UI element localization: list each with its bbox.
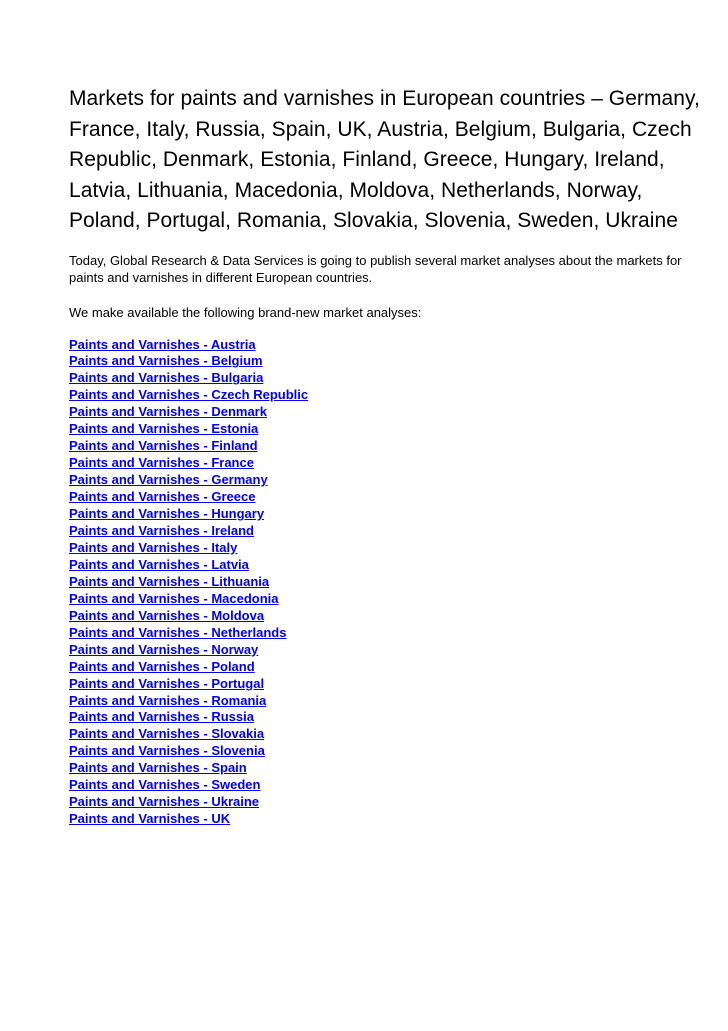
list-item <box>69 387 709 404</box>
list-item <box>69 743 709 760</box>
list-item <box>69 540 709 557</box>
report-link[interactable]: Paints and Varnishes - Ireland <box>69 522 254 538</box>
list-item <box>69 760 709 777</box>
list-item <box>69 557 709 574</box>
list-item <box>69 489 709 506</box>
list-item <box>69 472 709 489</box>
report-link[interactable]: Paints and Varnishes - Lithuania <box>69 573 270 589</box>
report-link[interactable]: Paints and Varnishes - Ukraine <box>69 794 260 810</box>
list-item <box>69 693 709 710</box>
list-item <box>69 811 709 828</box>
list-item <box>69 404 709 421</box>
list-item <box>69 676 709 693</box>
list-item <box>69 625 709 642</box>
report-link[interactable]: Paints and Varnishes - Netherlands <box>69 624 287 640</box>
list-item <box>69 455 709 472</box>
list-item <box>69 659 709 676</box>
list-item <box>69 523 709 540</box>
page-title: Markets for paints and varnishes in European countries – Germany, France, Italy, Russia, Spain, UK, Austria, Belgium, Bulgaria, Czech Republic, Denmark, Estonia, Finland, Greece, Hungary, Ireland, Latvia, Lithuania, Macedonia, Moldova, Netherlands, Norway, Poland, Portugal, Romania, Slovakia, Slovenia, Sweden, Ukraine <box>69 87 700 232</box>
list-item <box>69 438 709 455</box>
report-link[interactable]: Paints and Varnishes - Denmark <box>69 404 267 420</box>
report-link-list <box>69 337 709 829</box>
list-item <box>69 337 709 354</box>
list-item <box>69 370 709 387</box>
report-link[interactable]: Paints and Varnishes - Italy <box>69 539 238 555</box>
intro-paragraph: Today, Global Research & Data Services is going to publish several market analyses about the markets for paints and varnishes in different European countries. <box>69 252 682 285</box>
list-item <box>69 726 709 743</box>
list-item <box>69 574 709 591</box>
report-link[interactable]: Paints and Varnishes - France <box>69 455 254 471</box>
report-link[interactable]: Paints and Varnishes - Germany <box>69 472 268 488</box>
report-link[interactable]: Paints and Varnishes - Czech Republic <box>69 387 309 403</box>
list-item <box>69 642 709 659</box>
list-item <box>69 591 709 608</box>
list-item <box>69 709 709 726</box>
report-link[interactable]: Paints and Varnishes - Latvia <box>69 556 249 572</box>
report-link[interactable]: Paints and Varnishes - Spain <box>69 760 247 776</box>
report-link[interactable]: Paints and Varnishes - Belgium <box>69 353 263 369</box>
report-link[interactable]: Paints and Varnishes - Hungary <box>69 506 265 522</box>
report-link[interactable]: Paints and Varnishes - Greece <box>69 489 256 505</box>
list-item <box>69 608 709 625</box>
report-link[interactable]: Paints and Varnishes - Estonia <box>69 421 259 437</box>
report-link[interactable]: Paints and Varnishes - Bulgaria <box>69 370 264 386</box>
report-link[interactable]: Paints and Varnishes - Poland <box>69 658 255 674</box>
report-link[interactable]: Paints and Varnishes - Austria <box>69 336 256 352</box>
report-link[interactable]: Paints and Varnishes - Slovakia <box>69 726 265 742</box>
document-page <box>69 84 709 828</box>
list-item <box>69 506 709 523</box>
lead-paragraph: We make available the following brand-new market analyses: <box>69 304 422 320</box>
list-item <box>69 421 709 438</box>
report-link[interactable]: Paints and Varnishes - Russia <box>69 709 254 725</box>
report-link[interactable]: Paints and Varnishes - Finland <box>69 438 258 454</box>
report-link[interactable]: Paints and Varnishes - Sweden <box>69 777 261 793</box>
list-item <box>69 353 709 370</box>
list-item <box>69 794 709 811</box>
report-link[interactable]: Paints and Varnishes - Macedonia <box>69 590 279 606</box>
report-link[interactable]: Paints and Varnishes - Norway <box>69 641 259 657</box>
report-link[interactable]: Paints and Varnishes - Slovenia <box>69 743 265 759</box>
list-item <box>69 777 709 794</box>
report-link[interactable]: Paints and Varnishes - Portugal <box>69 675 265 691</box>
report-link[interactable]: Paints and Varnishes - Romania <box>69 692 267 708</box>
report-link[interactable]: Paints and Varnishes - UK <box>69 811 231 827</box>
report-link[interactable]: Paints and Varnishes - Moldova <box>69 607 265 623</box>
